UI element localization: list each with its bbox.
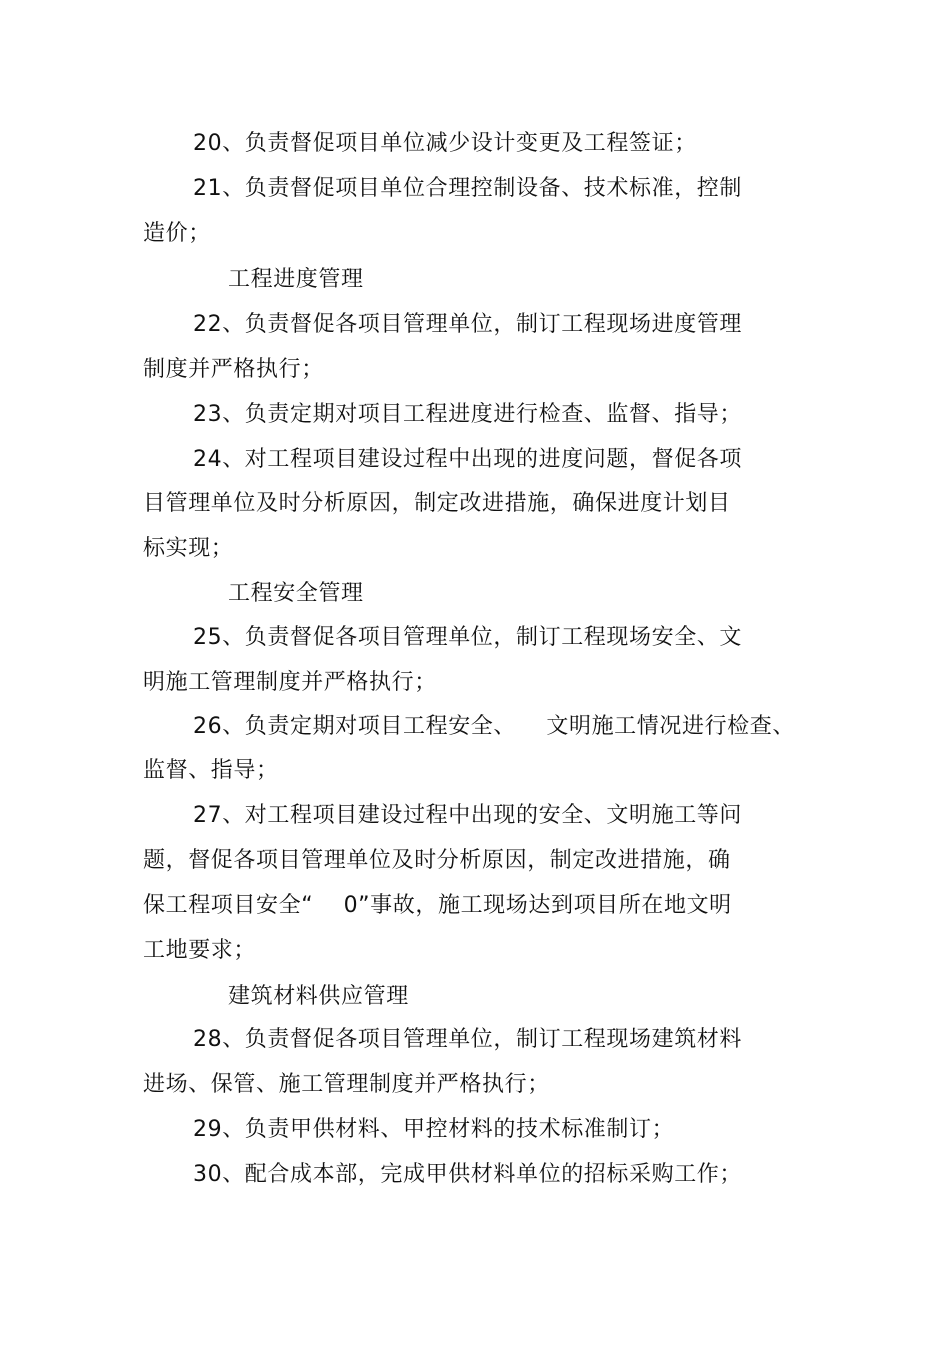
item-24-line-1: 24、对工程项目建设过程中出现的进度问题，督促各项 [193,447,742,472]
section-heading-safety: 工程安全管理 [228,581,364,606]
item-21-line-2: 造价； [143,221,211,246]
item-24-line-2: 目管理单位及时分析原因，制定改进措施，确保进度计划目 [143,491,731,516]
item-20-line: 20、负责督促项目单位减少设计变更及工程签证； [193,131,697,156]
section-heading-progress: 工程进度管理 [228,267,364,292]
item-24-line-3: 标实现； [143,536,234,561]
item-28-line-1: 28、负责督促各项目管理单位，制订工程现场建筑材料 [193,1027,742,1052]
item-22-line-1: 22、负责督促各项目管理单位，制订工程现场进度管理 [193,312,742,337]
item-26-line-1: 26、负责定期对项目工程安全、 文明施工情况进行检查、 [193,714,795,739]
item-22-line-2: 制度并严格执行； [143,357,324,382]
item-25-line-2: 明施工管理制度并严格执行； [143,670,437,695]
item-29-line: 29、负责甲供材料、甲控材料的技术标准制订； [193,1117,675,1142]
item-30-line: 30、配合成本部，完成甲供材料单位的招标采购工作； [193,1162,742,1187]
item-25-line-1: 25、负责督促各项目管理单位，制订工程现场安全、文 [193,625,742,650]
item-28-line-2: 进场、保管、施工管理制度并严格执行； [143,1072,550,1097]
item-23-line: 23、负责定期对项目工程进度进行检查、监督、指导； [193,402,742,427]
item-26-line-2: 监督、指导； [143,758,279,783]
item-27-line-1: 27、对工程项目建设过程中出现的安全、文明施工等问 [193,803,742,828]
item-27-line-4: 工地要求； [143,938,257,963]
item-27-line-3: 保工程项目安全“ 0”事故，施工现场达到项目所在地文明 [143,893,732,918]
item-21-line-1: 21、负责督促项目单位合理控制设备、技术标准，控制 [193,176,742,201]
item-27-line-2: 题，督促各项目管理单位及时分析原因，制定改进措施，确 [143,848,731,873]
section-heading-materials: 建筑材料供应管理 [228,984,409,1009]
